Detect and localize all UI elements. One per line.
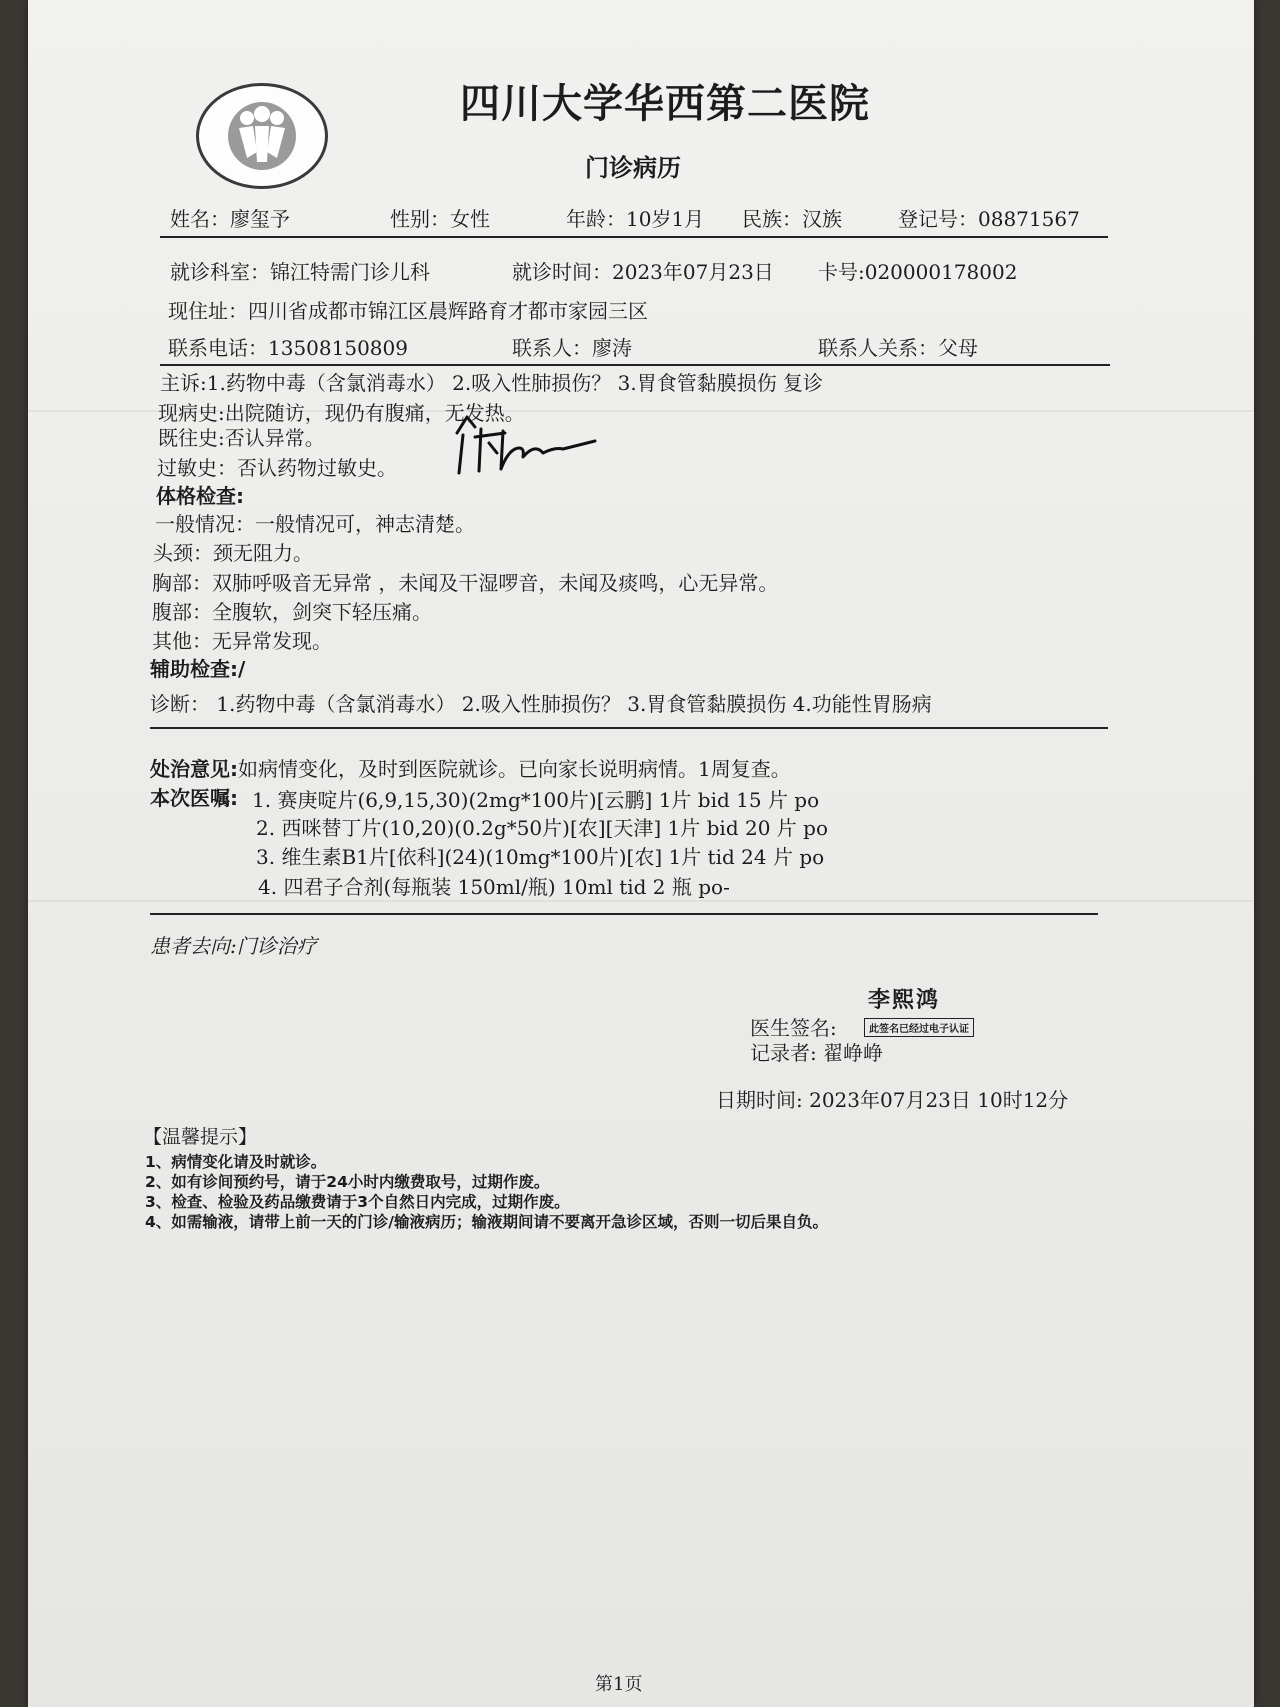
doctor-name-stamp: 李熙鸿 — [868, 988, 941, 1013]
diagnosis: 诊断： 1.药物中毒（含氯消毒水） 2.吸入性肺损伤？ 3.胃食管黏膜损伤 4.功能性胃肠病 — [150, 692, 932, 716]
patient-age: 年龄：10岁1月 — [566, 207, 705, 231]
chief-complaint: 主诉:1.药物中毒（含氯消毒水） 2.吸入性肺损伤？ 3.胃食管黏膜损伤 复诊 — [160, 371, 824, 395]
orders-label: 本次医嘱: — [150, 786, 238, 810]
order-item: 4. 四君子合剂(每瓶装 150ml/瓶) 10ml tid 2 瓶 po- — [258, 875, 730, 899]
recorder: 记录者: 翟峥峥 — [750, 1041, 884, 1065]
exam-chest: 胸部：双肺呼吸音无异常 ，未闻及干湿啰音，未闻及痰鸣，心无异常。 — [152, 571, 779, 595]
tip-item: 4、如需输液，请带上前一天的门诊/输液病历；输液期间请不要离开急诊区域，否则一切后果自负。 — [145, 1213, 828, 1231]
patient-name: 姓名：廖玺予 — [170, 207, 290, 231]
card-number: 卡号:020000178002 — [818, 260, 1018, 284]
page-number: 第1页 — [595, 1674, 643, 1695]
hospital-logo — [196, 83, 328, 189]
present-illness: 现病史:出院随访，现仍有腹痛，无发热。 — [158, 401, 525, 425]
exam-head-neck: 头颈：颈无阻力。 — [153, 541, 313, 565]
exam-other: 其他：无异常发现。 — [152, 629, 332, 653]
past-history: 既往史:否认异常。 — [158, 426, 325, 450]
treatment-opinion — [150, 753, 791, 782]
patient-sex: 性别：女性 — [390, 207, 490, 231]
paper-fold — [28, 900, 1254, 902]
visit-time: 就诊时间：2023年07月23日 — [512, 260, 774, 284]
allergy-history: 过敏史：否认药物过敏史。 — [157, 456, 397, 480]
order-item: 3. 维生素B1片[依科](24)(10mg*100片)[农] 1片 tid 24 片 po — [256, 845, 825, 869]
e-signature-badge: 此签名已经过电子认证 — [864, 1018, 974, 1037]
patient-ethnicity: 民族：汉族 — [742, 207, 842, 231]
divider — [150, 727, 1108, 729]
divider — [160, 364, 1110, 366]
divider — [160, 236, 1108, 238]
auxiliary-exam: 辅助检查:/ — [150, 657, 246, 681]
tip-item: 2、如有诊间预约号，请于24小时内缴费取号，过期作废。 — [145, 1173, 550, 1191]
tips-heading: 【温馨提示】 — [143, 1126, 258, 1148]
contact-relation: 联系人关系：父母 — [818, 336, 978, 360]
tip-item: 3、检查、检验及药品缴费请于3个自然日内完成，过期作废。 — [145, 1193, 570, 1211]
order-item: 2. 西咪替丁片(10,20)(0.2g*50片)[农][天津] 1片 bid 20 片 po — [256, 816, 828, 840]
hospital-name: 四川大学华西第二医院 — [460, 81, 870, 127]
contact-person: 联系人：廖涛 — [512, 336, 632, 360]
treatment-opinion-label: 处治意见: — [150, 757, 238, 781]
tip-item: 1、病情变化请及时就诊。 — [145, 1153, 327, 1171]
treatment-opinion-text: 如病情变化，及时到医院就诊。已向家长说明病情。1周复查。 — [238, 757, 791, 781]
department: 就诊科室：锦江特需门诊儿科 — [170, 260, 430, 284]
divider — [150, 913, 1098, 915]
exam-heading: 体格检查: — [156, 484, 244, 508]
handwritten-signature — [445, 413, 605, 483]
exam-abdomen: 腹部：全腹软，剑突下轻压痛。 — [152, 600, 432, 624]
order-item: 1. 赛庚啶片(6,9,15,30)(2mg*100片)[云鹏] 1片 bid 15 片 po — [252, 788, 820, 812]
record-title: 门诊病历 — [585, 154, 681, 182]
disposition: 患者去向:门诊治疗 — [150, 934, 317, 958]
exam-general: 一般情况：一般情况可，神志清楚。 — [155, 512, 475, 536]
address: 现住址：四川省成都市锦江区晨辉路育才都市家园三区 — [168, 299, 648, 323]
contact-phone: 联系电话：13508150809 — [168, 336, 408, 360]
doctor-signature-label: 医生签名: — [750, 1016, 837, 1040]
record-datetime: 日期时间: 2023年07月23日 10时12分 — [716, 1088, 1069, 1112]
registration-number: 登记号：08871567 — [898, 207, 1080, 231]
